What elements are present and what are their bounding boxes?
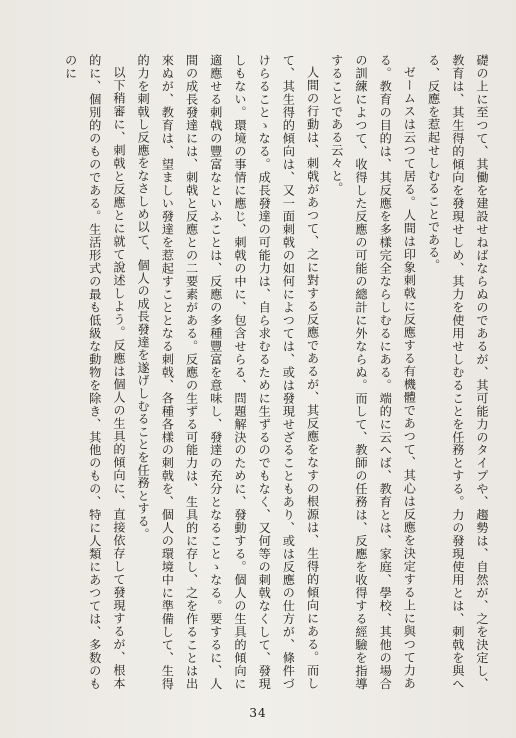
paragraph-3: 人間の行動は、刺戟があつて、之に對する反應であるが、其反應をなすの根源は、生得的傾向にある。而して、其生得的傾向は、又一面刺戟の如何によつては、或は發現せざることもあり、或は反應の仕方が、條件づけらることゝなる。成長發達の可能力は、自ら求むるために生ずるのでもなく、又何等の刺戟なくして、發現しもない。環境の事情に應じ、刺戟の中に、包含せらる、問題解決のために、發動する。個人の生具的傾向に適應せる刺戟の豐富なといふことは、反應の多種豐富を意味し、發達の充分となることゝなる。要するに、人間の成長發達には、刺戟と反應との二要素がある。反應の生ずる可能力は、生具的に存し、之を作ることは出來ぬが、教育は、望ましい發達を惹起すこととなる刺戟、各種各樣の刺戟を、個人の環境中に準備して、生得的力を刺戟し反應をなさしめ以て、個人の成長發達を遂げしむることを任務とする。 — [136, 54, 320, 690]
paragraph-2: ゼームスは云つて居る。人間は印象刺戟に反應する有機體であつて、其心は反應を決定する上に與つて力ある。教育の目的は、其反應を多樣完全ならしむるにある。端的に云へば、教育とは、家庭、學校、其他の場合の訓練によつて、收得した反應の可能の總計に外ならぬ。而して、教師の任務は、反應を收得する經驗を指導することである云々と。 — [329, 54, 417, 690]
vertical-body-text — [22, 54, 494, 690]
paragraph-4: 以下稍審に、刺戟と反應とに就て說述しよう。反應は個人の生具的傾向に、直接依存して發現するが、根本的に、個別的のものである。生活形式の最も低級な動物を除き、其他のもの、特に人類にあつては、多数のものに — [63, 54, 126, 690]
page-number: 34 — [249, 706, 267, 720]
paragraph-1: 礎の上に至つて、其働を建設せねばならぬのであるが、其可能力のタイプや、趨勢は、自然が、之を決定し、教育は、其生得的傾向を發現せしめ、其力を使用せしむることを任務とする。力の發現使用とは、刺戟を與へる、反應を惹起せしむることである。 — [426, 54, 489, 690]
